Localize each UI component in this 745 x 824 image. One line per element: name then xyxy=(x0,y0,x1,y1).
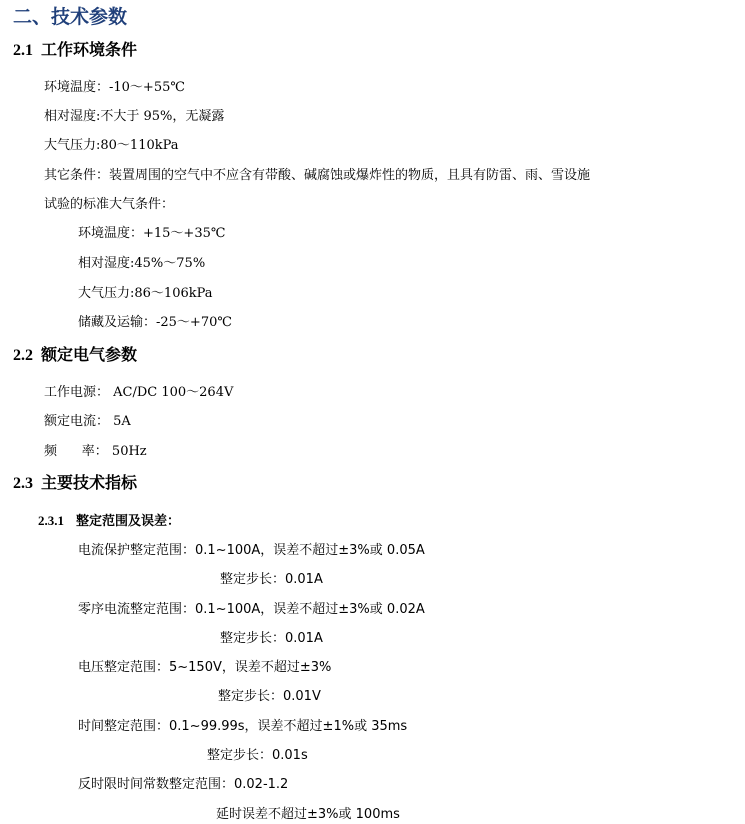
power-supply-line: 工作电源： AC/DC 100～264V xyxy=(44,385,234,400)
rated-current-line: 额定电流： 5A xyxy=(44,414,131,429)
env-temp-line: 环境温度：-10～+55℃ xyxy=(44,80,185,95)
storage-transport-line: 储藏及运输：-25～+70℃ xyxy=(78,315,232,330)
voltage-step-line: 整定步长：0.01V xyxy=(218,689,321,704)
time-range-line: 时间整定范围：0.1~99.99s，误差不超过±1%或 35ms xyxy=(78,719,408,734)
std-humidity-line: 相对湿度:45%～75% xyxy=(78,256,206,271)
current-protection-range-line: 电流保护整定范围：0.1~100A，误差不超过±3%或 0.05A xyxy=(78,543,425,558)
section-2-2-heading xyxy=(13,342,137,365)
time-step-line: 整定步长：0.01s xyxy=(207,748,308,763)
section-2-3-1-title: 整定范围及误差： xyxy=(76,514,181,529)
zero-sequence-range-line: 零序电流整定范围：0.1~100A，误差不超过±3%或 0.02A xyxy=(78,602,425,617)
section-2-1-number: 2.1 xyxy=(13,42,33,59)
section-2-3-title: 主要技术指标 xyxy=(41,473,138,492)
page-title: 二、技术参数 xyxy=(13,6,128,28)
inverse-time-range-line: 反时限时间常数整定范围：0.02-1.2 xyxy=(78,777,289,792)
standard-atmosphere-line: 试验的标准大气条件： xyxy=(44,197,175,212)
delay-error-line: 延时误差不超过±3%或 100ms xyxy=(216,807,400,822)
section-2-2-number: 2.2 xyxy=(13,347,33,364)
section-2-1-title: 工作环境条件 xyxy=(41,40,138,59)
section-2-3-1-heading xyxy=(38,510,180,529)
std-pressure-line: 大气压力:86～106kPa xyxy=(78,286,213,301)
section-2-1-heading xyxy=(13,37,137,60)
section-2-3-number: 2.3 xyxy=(13,475,33,492)
voltage-range-line: 电压整定范围：5~150V，误差不超过±3% xyxy=(78,660,332,675)
humidity-line: 相对湿度:不大于 95%，无凝露 xyxy=(44,109,225,124)
current-protection-step-line: 整定步长：0.01A xyxy=(220,572,323,587)
section-2-3-1-number: 2.3.1 xyxy=(38,513,64,528)
section-2-3-heading xyxy=(13,470,137,493)
frequency-line: 频 率： 50Hz xyxy=(44,444,147,459)
section-2-2-title: 额定电气参数 xyxy=(41,345,138,364)
zero-sequence-step-line: 整定步长：0.01A xyxy=(220,631,323,646)
other-conditions-line: 其它条件：装置周围的空气中不应含有带酸、碱腐蚀或爆炸性的物质，且具有防雷、雨、雪设施 xyxy=(44,168,591,183)
pressure-line: 大气压力:80～110kPa xyxy=(44,138,179,153)
std-env-temp-line: 环境温度：+15～+35℃ xyxy=(78,226,226,241)
